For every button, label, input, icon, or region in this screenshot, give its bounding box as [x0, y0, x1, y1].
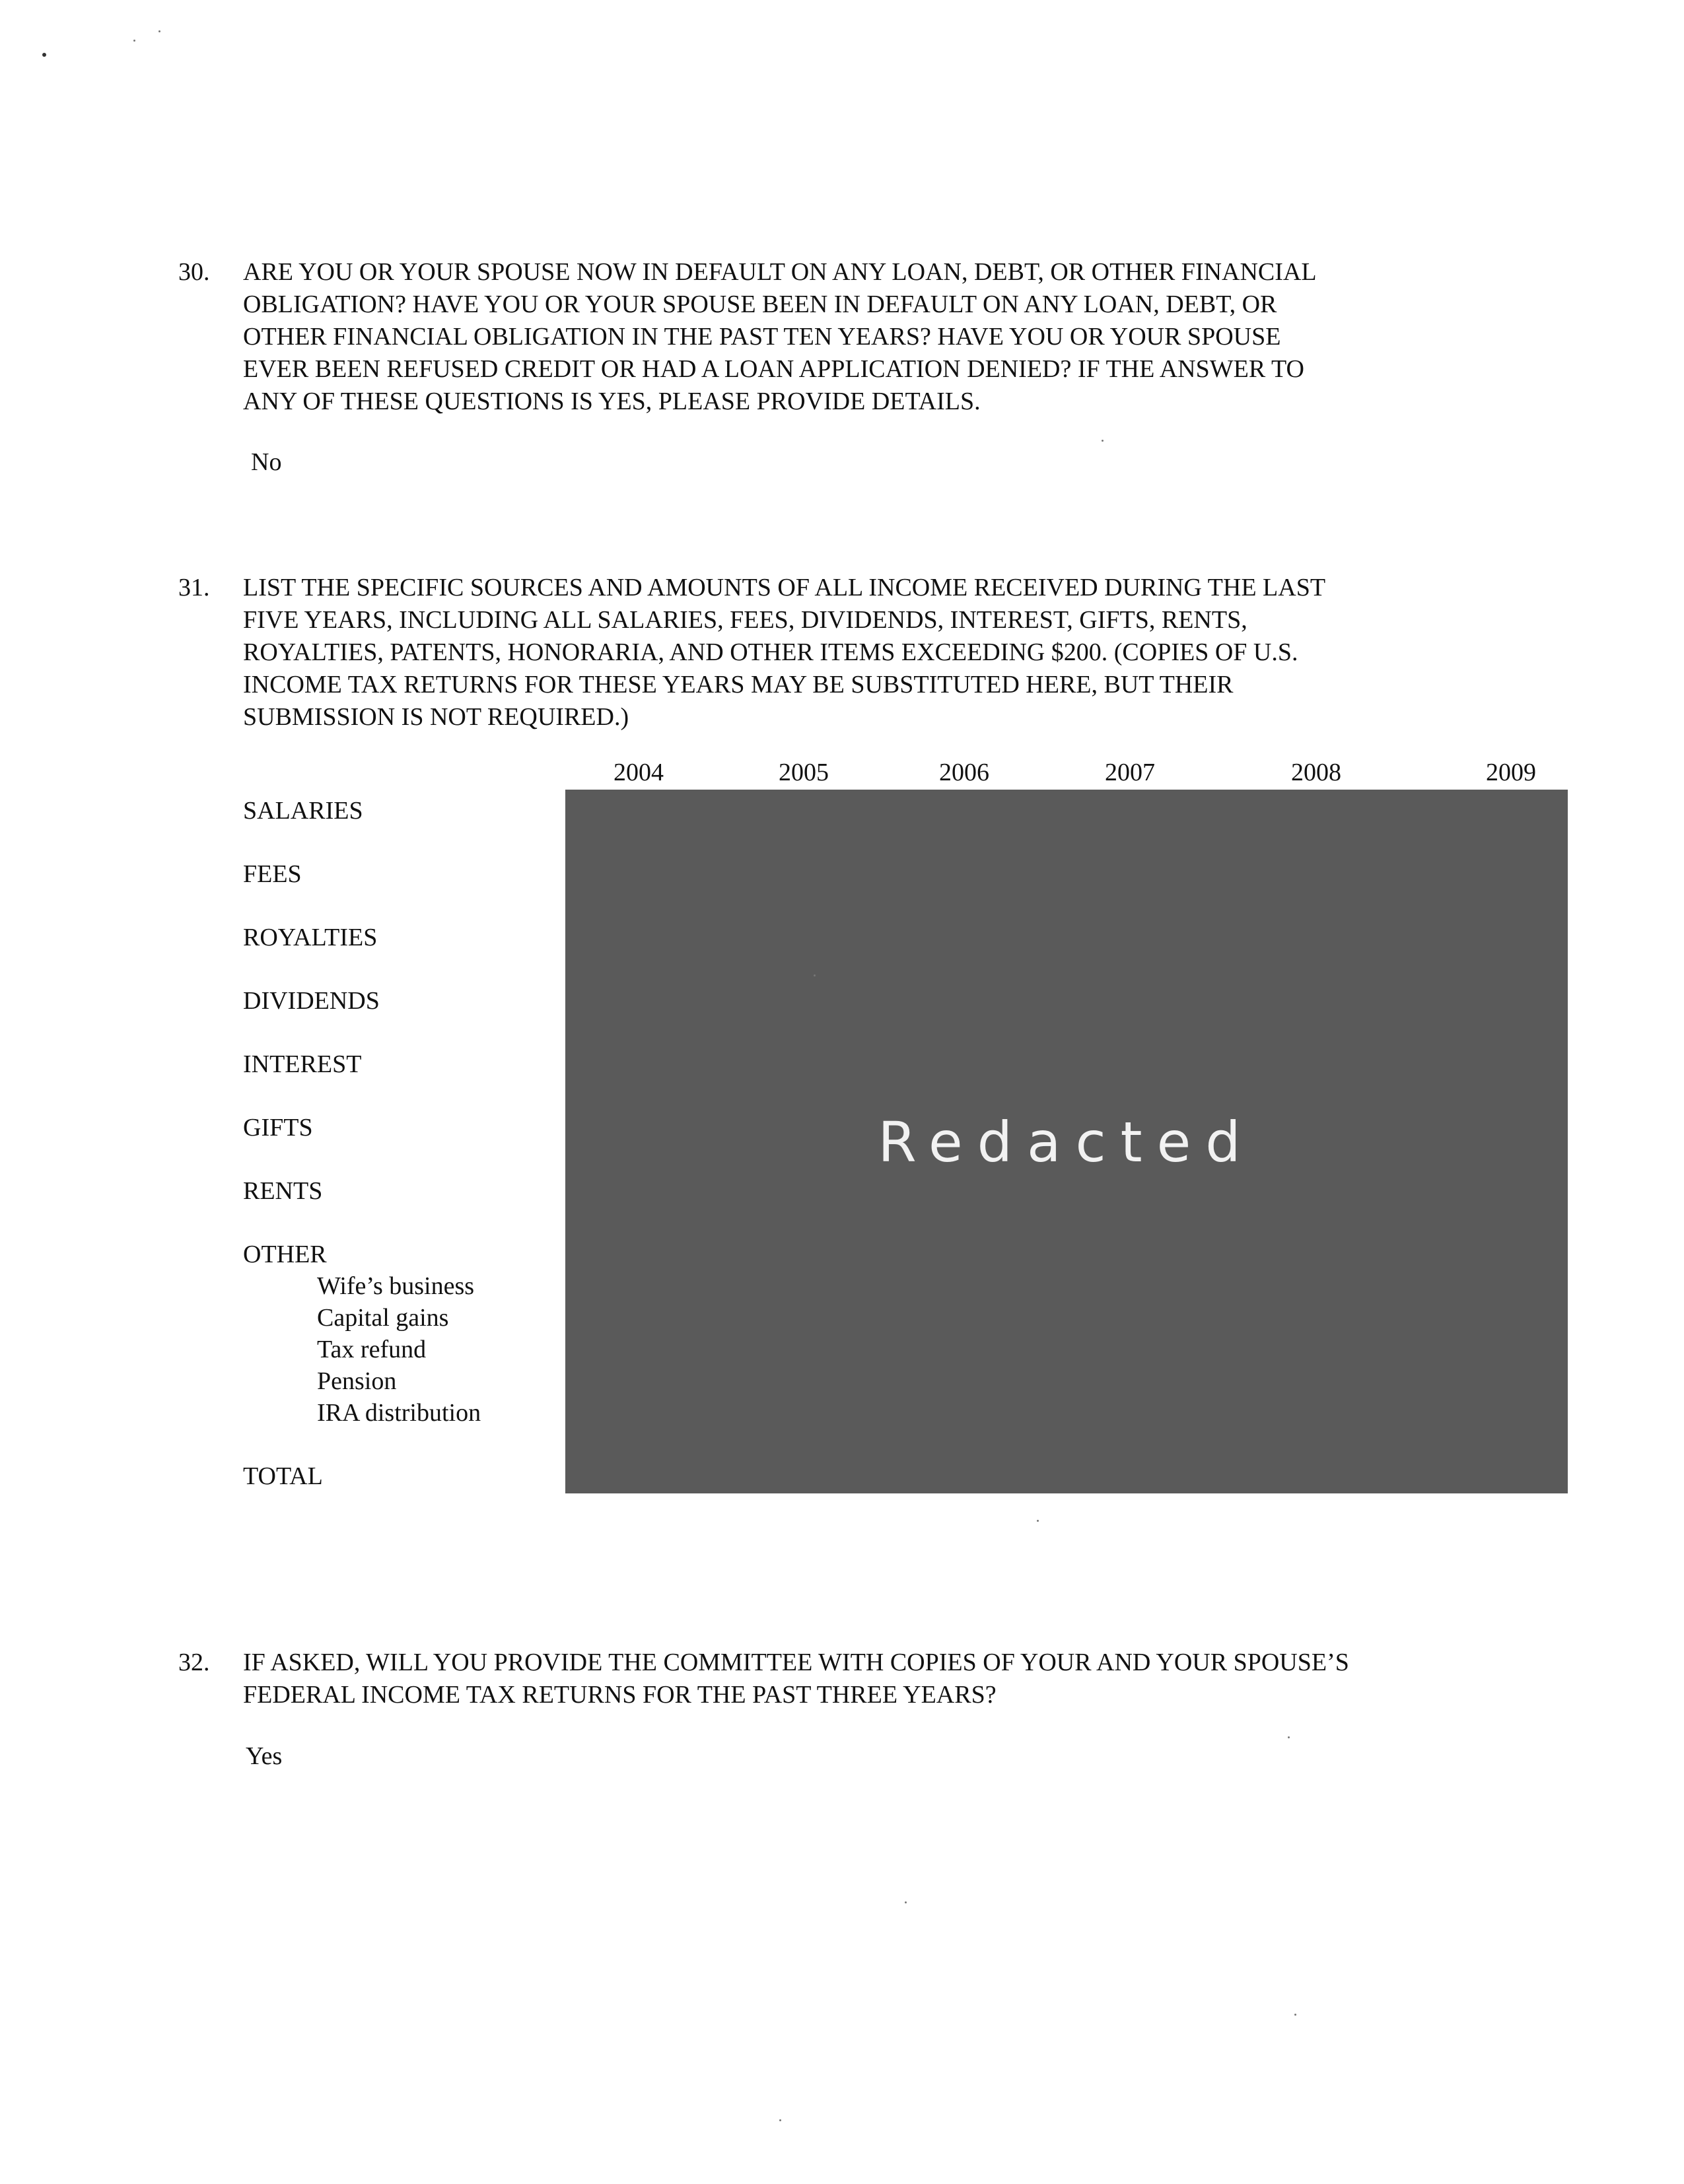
q32-answer: Yes [246, 1742, 283, 1770]
q30-line: ANY OF THESE QUESTIONS IS YES, PLEASE PROVIDE DETAILS. [243, 388, 981, 415]
q30-question [243, 256, 1498, 418]
scan-speck [158, 30, 160, 32]
q31-line: LIST THE SPECIFIC SOURCES AND AMOUNTS OF ALL INCOME RECEIVED DURING THE LAST [243, 574, 1326, 601]
income-year-headers [0, 758, 1684, 791]
q31-number: 31. [178, 574, 210, 601]
year-header: 2004 [614, 759, 664, 786]
year-header: 2005 [779, 759, 829, 786]
q30-line: ARE YOU OR YOUR SPOUSE NOW IN DEFAULT ON ANY LOAN, DEBT, OR OTHER FINANCIAL [243, 258, 1317, 286]
income-row-salaries: SALARIES [243, 797, 363, 825]
income-row-fees: FEES [243, 860, 302, 888]
year-header: 2007 [1105, 759, 1155, 786]
q32-line: FEDERAL INCOME TAX RETURNS FOR THE PAST THREE YEARS? [243, 1681, 997, 1709]
other-item-ira-distribution: IRA distribution [317, 1399, 481, 1427]
scan-speck [133, 40, 135, 42]
scan-speck [1288, 1736, 1290, 1738]
redaction-block [565, 790, 1568, 1493]
other-item-wifes-business: Wife’s business [317, 1272, 475, 1300]
income-row-royalties: ROYALTIES [243, 924, 378, 951]
q31-line: INCOME TAX RETURNS FOR THESE YEARS MAY BE SUBSTITUTED HERE, BUT THEIR [243, 671, 1234, 699]
scan-speck [1294, 2014, 1296, 2016]
other-item-tax-refund: Tax refund [317, 1336, 427, 1363]
q31-line: ROYALTIES, PATENTS, HONORARIA, AND OTHER ITEMS EXCEEDING $200. (COPIES OF U.S. [243, 638, 1298, 666]
year-header: 2009 [1486, 759, 1536, 786]
scan-speck [1102, 440, 1104, 442]
q31-question [243, 572, 1498, 734]
income-row-rents: RENTS [243, 1177, 323, 1205]
q32-line: IF ASKED, WILL YOU PROVIDE THE COMMITTEE WITH COPIES OF YOUR AND YOUR SPOUSE’S [243, 1649, 1349, 1676]
scan-speck [814, 974, 816, 976]
income-row-total: TOTAL [243, 1462, 323, 1490]
income-row-dividends: DIVIDENDS [243, 987, 380, 1015]
redacted-label: Redacted [878, 1110, 1255, 1175]
income-row-gifts: GIFTS [243, 1114, 313, 1142]
other-item-capital-gains: Capital gains [317, 1304, 449, 1332]
scan-speck [905, 1901, 907, 1903]
q31-line: SUBMISSION IS NOT REQUIRED.) [243, 703, 629, 731]
q32-question [243, 1647, 1498, 1711]
scan-speck [42, 53, 46, 57]
q30-answer: No [251, 448, 282, 476]
other-item-pension: Pension [317, 1367, 397, 1395]
year-header: 2006 [939, 759, 989, 786]
scan-speck [1037, 1520, 1039, 1522]
q30-line: EVER BEEN REFUSED CREDIT OR HAD A LOAN APPLICATION DENIED? IF THE ANSWER TO [243, 355, 1304, 383]
q30-number: 30. [178, 258, 210, 286]
scan-speck [779, 2119, 781, 2121]
q30-line: OBLIGATION? HAVE YOU OR YOUR SPOUSE BEEN IN DEFAULT ON ANY LOAN, DEBT, OR [243, 290, 1277, 318]
q31-line: FIVE YEARS, INCLUDING ALL SALARIES, FEES, DIVIDENDS, INTEREST, GIFTS, RENTS, [243, 606, 1247, 634]
q30-line: OTHER FINANCIAL OBLIGATION IN THE PAST TEN YEARS? HAVE YOU OR YOUR SPOUSE [243, 323, 1281, 351]
year-header: 2008 [1291, 759, 1341, 786]
q32-number: 32. [178, 1649, 210, 1676]
income-row-other: OTHER [243, 1241, 327, 1268]
income-row-interest: INTEREST [243, 1050, 362, 1078]
